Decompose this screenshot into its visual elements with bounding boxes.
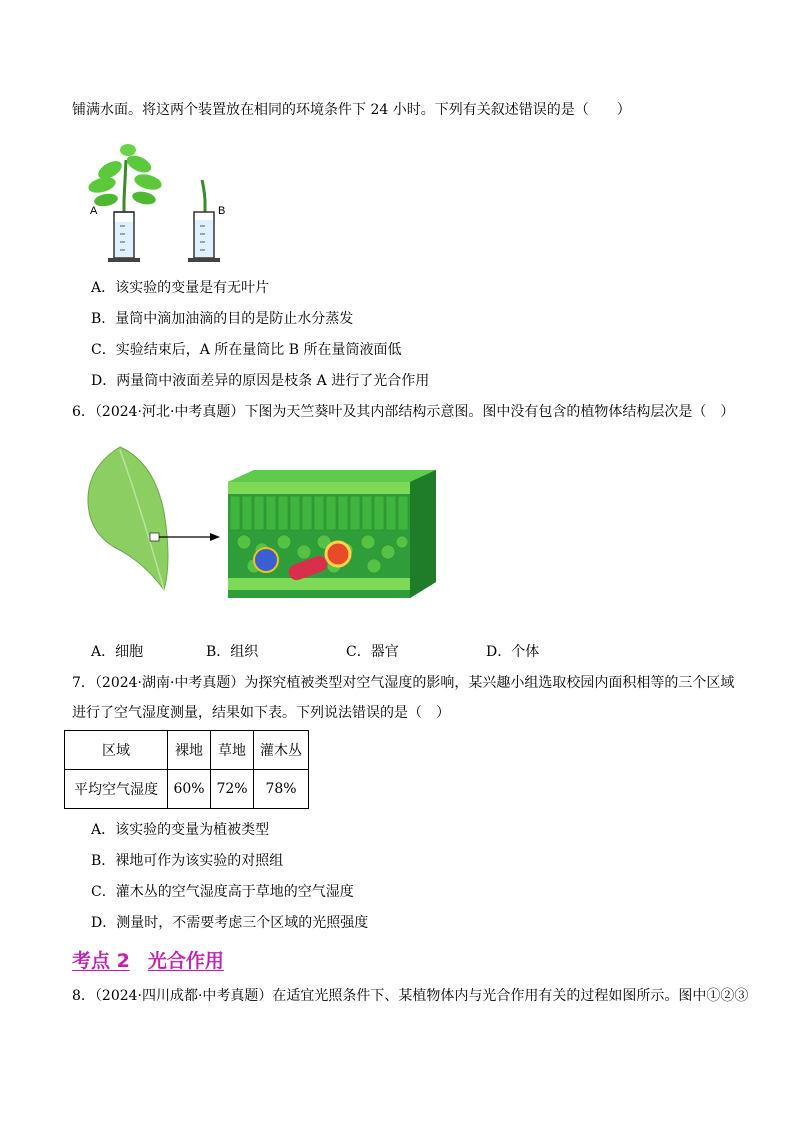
table-cell: 60% — [168, 770, 211, 809]
cylinder-b — [188, 212, 220, 262]
q7-option-b: B．裸地可作为该实验的对照组 — [91, 853, 284, 869]
cylinder-experiment-figure — [84, 140, 244, 265]
q6-stem: 6．（2024·河北·中考真题）下图为天竺葵叶及其内部结构示意图。图中没有包含的植物体结构层次是（ ） — [72, 404, 735, 420]
q5-option-c: C．实验结束后，A 所在量筒比 B 所在量筒液面低 — [91, 342, 402, 358]
q5-option-a: A．该实验的变量是有无叶片 — [91, 280, 270, 296]
table-cell: 平均空气湿度 — [65, 770, 168, 809]
q6-option-a: A．细胞 — [91, 644, 144, 660]
table-header-cell: 裸地 — [168, 731, 211, 770]
table-row — [65, 770, 309, 809]
table-header-cell: 草地 — [211, 731, 254, 770]
q5-option-b: B．量筒中滴加油滴的目的是防止水分蒸发 — [91, 311, 354, 327]
q6-option-b: B．组织 — [206, 644, 259, 660]
table-cell: 78% — [254, 770, 309, 809]
table-header-row — [65, 731, 309, 770]
q7-option-a: A．该实验的变量为植被类型 — [91, 822, 270, 838]
table-header-cell: 区域 — [65, 731, 168, 770]
q6-options — [91, 642, 691, 662]
table-header-cell: 灌木丛 — [254, 731, 309, 770]
label-a: A — [90, 205, 98, 217]
q7-option-c: C．灌木丛的空气湿度高于草地的空气湿度 — [91, 884, 354, 900]
q6-option-d: D．个体 — [486, 644, 540, 660]
q6-option-c: C．器官 — [346, 644, 399, 660]
leaf-cross-section — [228, 470, 436, 598]
section-label: 考点 2 — [72, 950, 130, 972]
section-title: 光合作用 — [147, 950, 224, 972]
table-cell: 72% — [211, 770, 254, 809]
q7-stem-line2: 进行了空气湿度测量，结果如下表。下列说法错误的是（ ） — [72, 705, 450, 721]
q7-stem-line1: 7．（2024·湖南·中考真题）为探究植被类型对空气湿度的影响，某兴趣小组选取校园内面积相等的三个区域 — [72, 675, 735, 691]
q5-stem-tail: 铺满水面。将这两个装置放在相同的环境条件下 24 小时。下列有关叙述错误的是（ ） — [72, 102, 631, 118]
q8-stem: 8．（2024·四川成都·中考真题）在适宜光照条件下、某植物体内与光合作用有关的过程如图所示。图中①②③ — [72, 988, 749, 1004]
label-b: B — [218, 205, 226, 217]
geranium-leaf-figure — [84, 442, 444, 610]
section-heading — [72, 946, 224, 973]
q5-option-d: D．两量筒中液面差异的原因是枝条 A 进行了光合作用 — [91, 373, 430, 389]
leaf-shape — [88, 447, 168, 590]
cylinder-a — [108, 212, 140, 262]
q7-option-d: D．测量时，不需要考虑三个区域的光照强度 — [91, 915, 369, 931]
humidity-table — [64, 730, 309, 809]
